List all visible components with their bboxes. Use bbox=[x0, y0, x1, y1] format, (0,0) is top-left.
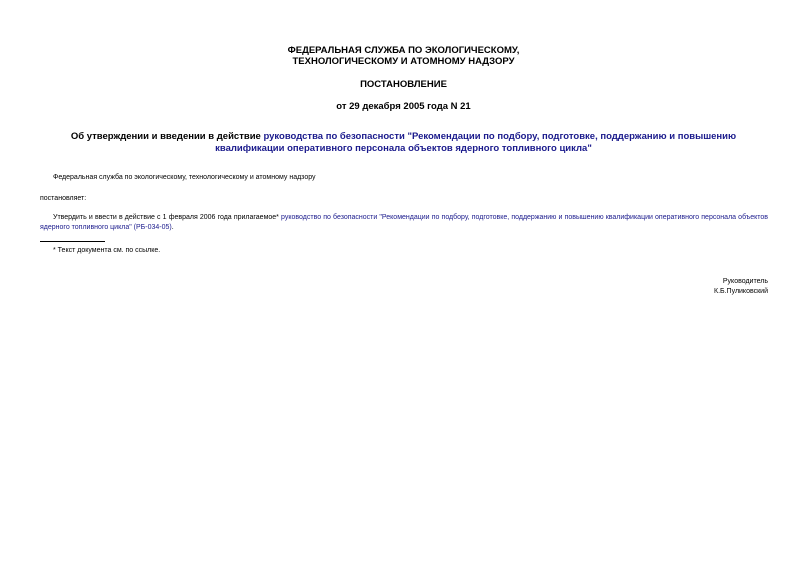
footnote-marker: * bbox=[276, 214, 279, 221]
agency-paragraph: Федеральная служба по экологическому, технологическому и атомному надзору bbox=[53, 174, 316, 181]
subject-prefix: Об утверждении и введении в действие bbox=[70, 131, 264, 142]
approve-text: Утвердить и ввести в действие с 1 февраля 2006 года прилагаемое bbox=[53, 214, 277, 221]
document-type: ПОСТАНОВЛЕНИЕ bbox=[360, 79, 447, 90]
document-subject bbox=[40, 131, 767, 155]
signature-block bbox=[714, 277, 768, 297]
signature-title: Руководитель bbox=[722, 278, 768, 285]
agency-heading bbox=[0, 45, 807, 67]
approve-paragraph bbox=[40, 213, 768, 233]
footnote-divider bbox=[40, 241, 105, 242]
approve-guide-link[interactable]: руководство по безопасности "Рекомендации по подбору, подготовке, поддержанию и повышению квалификации оперативного персонала объектов ядерного топливного цикла" (РБ-034-05) bbox=[40, 214, 768, 231]
footnote-text: * Текст документа см. по ссылке. bbox=[53, 247, 161, 254]
agency-heading-line-1: ФЕДЕРАЛЬНАЯ СЛУЖБА ПО ЭКОЛОГИЧЕСКОМУ, bbox=[287, 45, 520, 56]
approve-period: . bbox=[171, 224, 174, 231]
signature-name: К.Б.Пуликовский bbox=[714, 288, 768, 295]
document-date: от 29 декабря 2005 года N 21 bbox=[336, 101, 471, 112]
agency-heading-line-2: ТЕХНОЛОГИЧЕСКОМУ И АТОМНОМУ НАДЗОРУ bbox=[292, 56, 515, 67]
subject-guide-link[interactable]: руководства по безопасности "Рекомендации по подбору, подготовке, поддержанию и повышению квалификации оперативного персонала объектов ядерного топливного цикла" bbox=[215, 131, 737, 154]
resolves-paragraph: постановляет: bbox=[40, 195, 87, 202]
